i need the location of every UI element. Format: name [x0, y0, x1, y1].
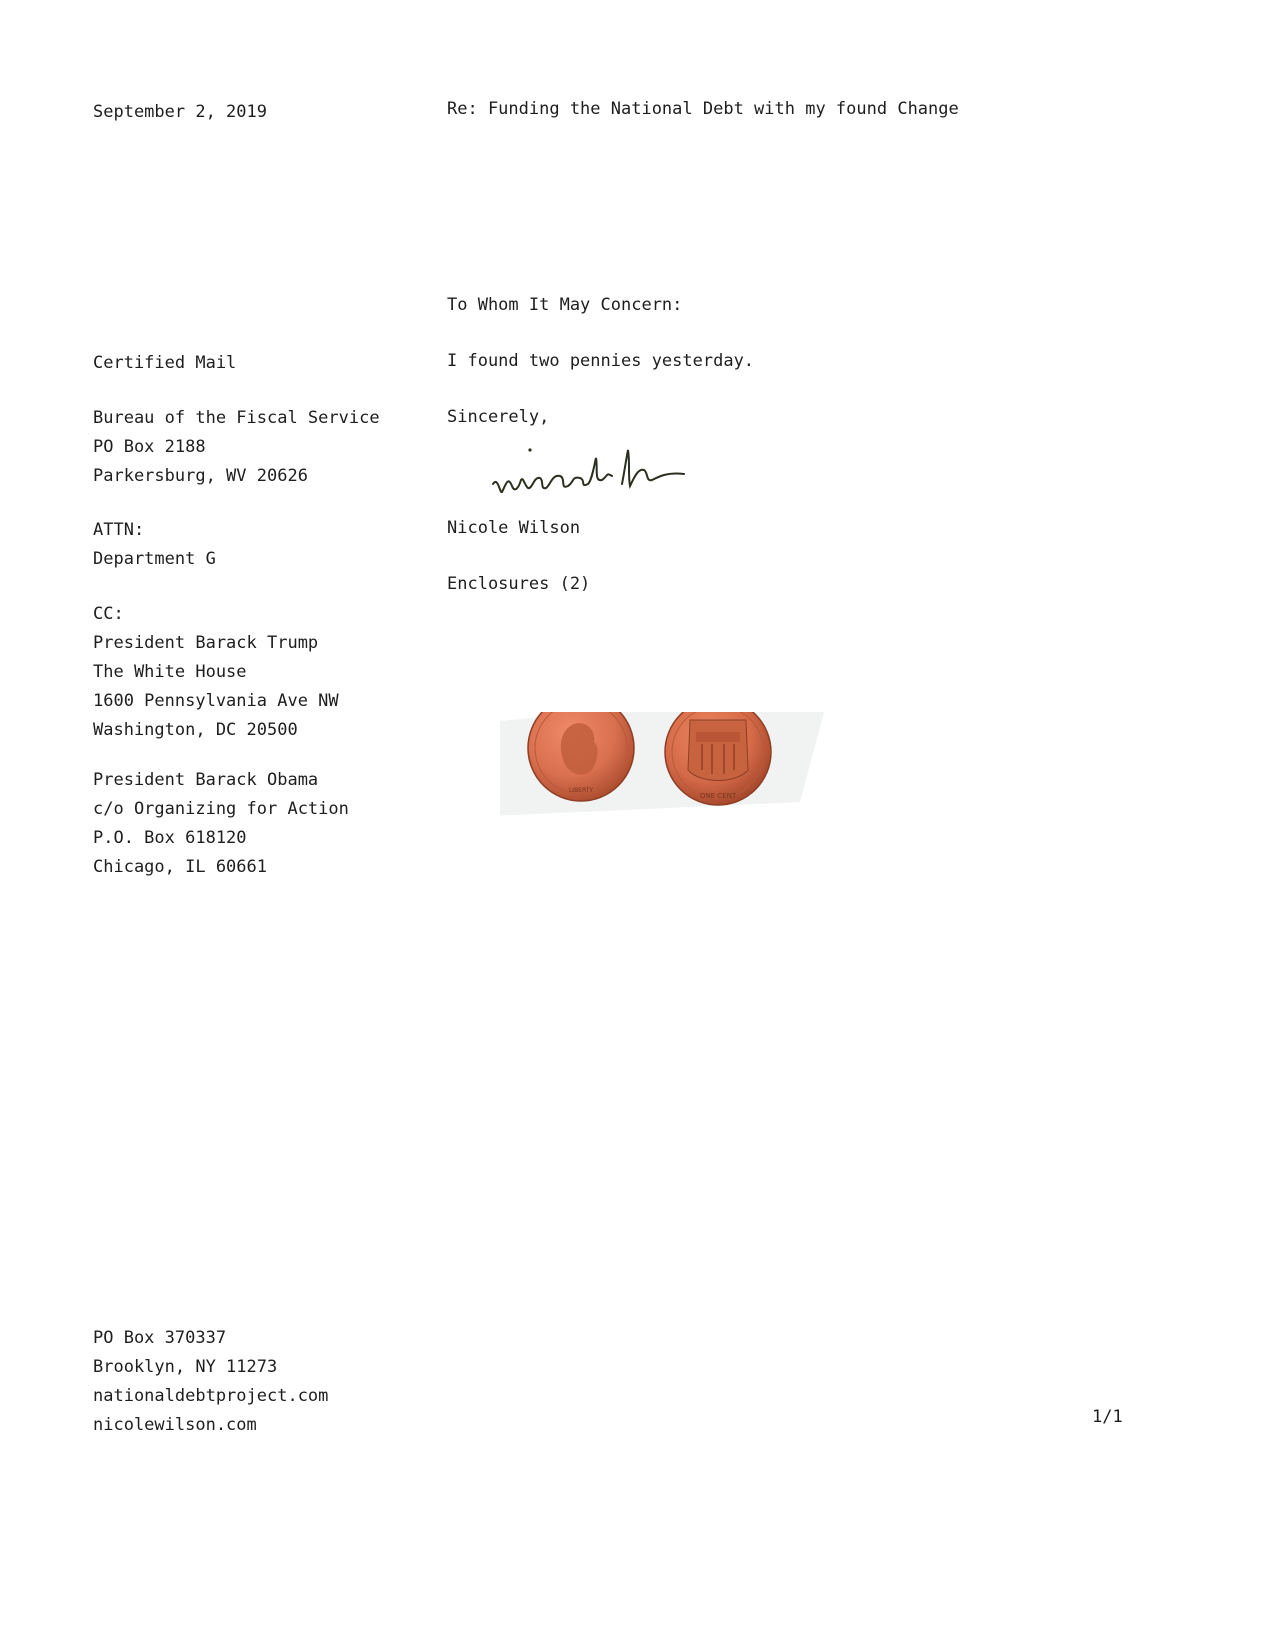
cc-line: 1600 Pennsylvania Ave NW: [93, 691, 339, 711]
cc-block-first: [93, 600, 339, 745]
enclosures-note: Enclosures (2): [447, 574, 591, 594]
letter-date: September 2, 2019: [93, 102, 267, 122]
letter-subject: Re: Funding the National Debt with my found Change: [447, 99, 959, 119]
sender-line: PO Box 370337: [93, 1328, 227, 1348]
delivery-method: Certified Mail: [93, 353, 237, 373]
cc-block-second: [93, 766, 349, 882]
attn-label: ATTN:: [93, 520, 145, 540]
penny-reverse-label: ONE CENT: [699, 792, 737, 800]
recipient-line: PO Box 2188: [93, 437, 206, 457]
cc-label: CC:: [93, 604, 124, 624]
cc-line: Washington, DC 20500: [93, 720, 298, 740]
cc-line: c/o Organizing for Action: [93, 799, 349, 819]
letter-body: I found two pennies yesterday.: [447, 351, 755, 371]
penny-obverse-label: LIBERTY: [568, 787, 594, 794]
cc-line: The White House: [93, 662, 247, 682]
sender-line: Brooklyn, NY 11273: [93, 1357, 278, 1377]
signer-name: Nicole Wilson: [447, 518, 581, 538]
cc-line: President Barack Trump: [93, 633, 319, 653]
sender-address: [93, 1324, 328, 1440]
salutation: To Whom It May Concern:: [447, 295, 683, 315]
recipient-address: [93, 404, 380, 491]
cc-line: P.O. Box 618120: [93, 828, 247, 848]
attn-value: Department G: [93, 549, 216, 569]
cc-line: President Barack Obama: [93, 770, 319, 790]
page-number: 1/1: [1092, 1407, 1123, 1427]
sender-line: nationaldebtproject.com: [93, 1386, 329, 1406]
closing: Sincerely,: [447, 407, 550, 427]
handwritten-signature: [488, 446, 718, 516]
enclosed-pennies-image: [500, 712, 860, 862]
recipient-line: Parkersburg, WV 20626: [93, 466, 308, 486]
cc-line: Chicago, IL 60661: [93, 857, 267, 877]
sender-line: nicolewilson.com: [93, 1415, 257, 1435]
recipient-line: Bureau of the Fiscal Service: [93, 408, 380, 428]
attention-block: [93, 516, 216, 574]
